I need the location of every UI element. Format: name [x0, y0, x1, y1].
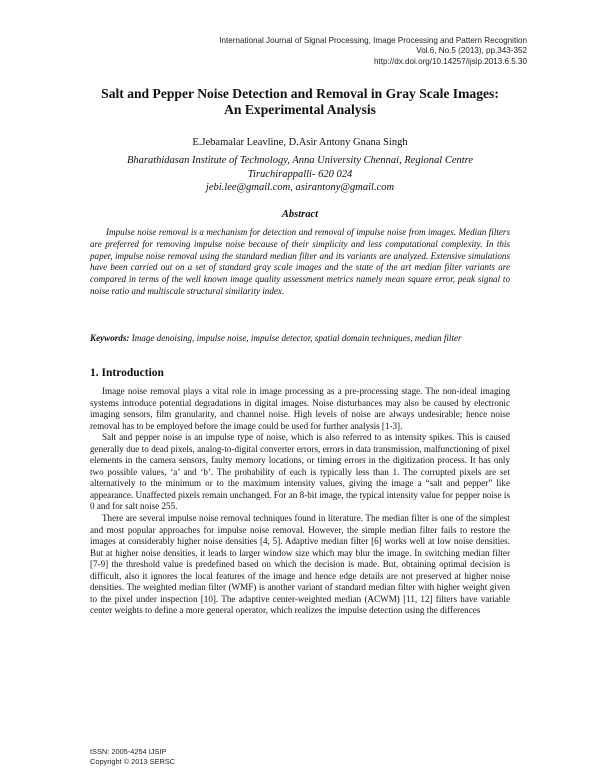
- paragraph: Image noise removal plays a vital role in image processing as a pre-processing stage. The non-ideal imaging systems introduce potential degradations in digital images. Noise disturbances may also be caused by electronic imaging sensors, film granularity, and channel noise. High levels of noise are always undesirable; hence noise removal has to be employed before the image could be used for further analysis [1-3].: [90, 386, 510, 431]
- journal-name: International Journal of Signal Processing, Image Processing and Pattern Recognition: [219, 36, 527, 45]
- paper-title: [60, 86, 540, 117]
- affiliation-city: Tiruchirappalli- 620 024: [247, 168, 353, 180]
- keywords-text: Image denoising, impulse noise, impulse detector, spatial domain techniques, median filter: [131, 333, 462, 343]
- affiliation-emails[interactable]: jebi.lee@gmail.com, asirantony@gmail.com: [205, 182, 395, 193]
- journal-doi[interactable]: http://dx.doi.org/10.14257/ijsip.2013.6.5.30: [374, 56, 527, 66]
- title-line-2: An Experimental Analysis: [224, 101, 376, 117]
- abstract-text: Impulse noise removal is a mechanism for detection and removal of impulse noise from images. Median filters are preferred for removing impulse noise because of their simplicity and less computational complexity. In this paper, impulse noise removal using the standard median filter and its variants are analyzed. Extensive simulations have been carried out on a set of standard gray scale images and the state of the art median filter variants are compared in terms of the well known image quality assessment metrics namely mean square error, peak signal to noise ratio and multiscale structural similarity index.: [90, 227, 510, 296]
- affiliation: [60, 154, 540, 195]
- authors: E.Jebamalar Leavline, D.Asir Antony Gnana Singh: [192, 137, 408, 148]
- footer-copyright: Copyright © 2013 SERSC: [90, 756, 176, 766]
- affiliation-institution: Bharathidasan Institute of Technology, Anna University Chennai, Regional Centre: [126, 155, 474, 166]
- page-footer: [90, 747, 390, 766]
- journal-volume: Vol.6, No.5 (2013), pp.343-352: [416, 46, 527, 56]
- keywords: [90, 333, 510, 345]
- section-body: [90, 386, 510, 617]
- abstract-heading: Abstract: [281, 209, 319, 220]
- keywords-label: Keywords:: [90, 333, 130, 343]
- footer-issn: ISSN: 2005-4254 IJSIP: [90, 747, 167, 756]
- title-line-1: Salt and Pepper Noise Detection and Removal in Gray Scale Images:: [101, 86, 499, 101]
- section-heading: 1. Introduction: [90, 367, 164, 379]
- journal-header: [107, 36, 527, 67]
- paragraph: Salt and pepper noise is an impulse type of noise, which is also referred to as intensity spikes. This is caused generally due to dead pixels, analog-to-digital converter errors, errors in data transmission, malfunctioning of pixel elements in the camera sensors, faulty memory locations, or timing errors in the digitization process. It has only two possible values, ‘a’ and ‘b’. The probability of each is typically less than 1. The corrupted pixels are set alternatively to the minimum or to the maximum intensity values, giving the image a “salt and pepper” like appearance. Unaffected pixels remain unchanged. For an 8-bit image, the typical intensity value for pepper noise is 0 and for salt noise 255.: [90, 432, 510, 512]
- paragraph: There are several impulse noise removal techniques found in literature. The median filter is one of the simplest and most popular approaches for impulse noise removal. However, the simple median filter fails to restore the images at considerably higher noise densities [4, 5]. Adaptive median filter [6] works well at low noise densities. But at higher noise densities, it leads to larger window size which may blur the image. In switching median filter [7-9] the threshold value is predefined based on which the decision is made. But, obtaining optimal decision is difficult, also it ignores the local features of the image and hence edge details are not preserved at higher noise densities. The weighted median filter (WMF) is another variant of standard median filter with higher weight given to the pixel under inspection [10]. The adaptive center-weighted median (ACWM) [11, 12] filters have variable center weights to define a more general operator, which realizes the impulse detection using the differences: [90, 513, 510, 616]
